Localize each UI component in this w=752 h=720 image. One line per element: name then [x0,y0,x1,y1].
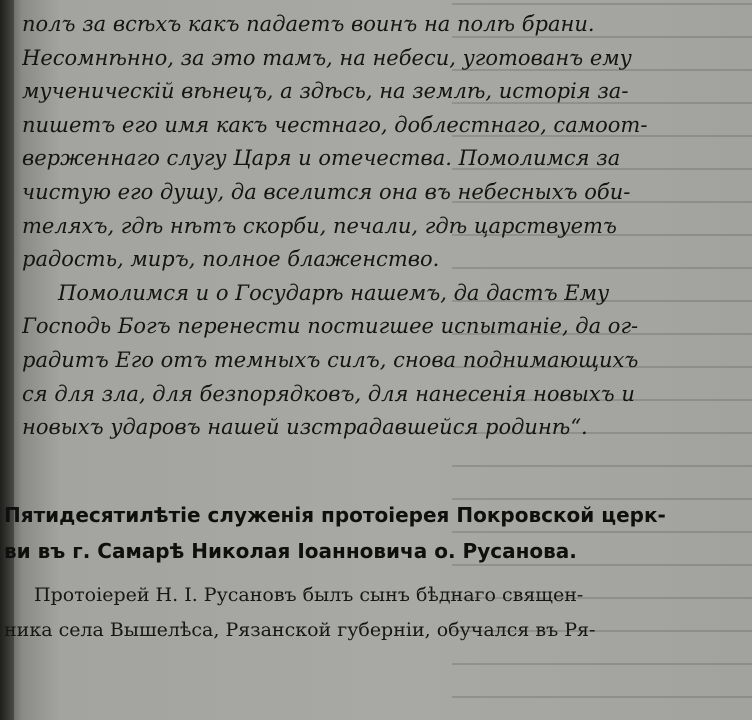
passage-line: Господь Богъ перенести постигшее испытаніе, да ог- [22,314,639,339]
article-heading [4,497,744,569]
passage-line: мученическій вѣнецъ, а здѣсь, на землѣ, исторія за- [22,79,629,104]
passage-line: пишетъ его имя какъ честнаго, доблестнаго, самоот- [22,112,648,137]
passage-line: радитъ Его отъ темныхъ силъ, снова поднимающихъ [22,347,639,372]
passage-line: чистую его душу, да вселится она въ небесныхъ оби- [22,179,631,204]
article-line-1: Протоіерей Н. І. Русановъ былъ сынъ бѣднаго священ- [34,584,584,606]
passage-line: теляхъ, гдѣ нѣтъ скорби, печали, гдѣ царствуетъ [22,213,617,238]
passage-line: новыхъ ударовъ нашей изстрадавшейся родинѣ“. [22,415,588,440]
heading-line-2: ви въ г. Самарѣ Николая Іоанновича о. Русанова. [4,539,577,563]
passage-line: Помолимся и о Государѣ нашемъ, да дастъ Ему [58,280,610,305]
heading-line-1: Пятидесятилѣтіе служенія протоіерея Покровской церк- [4,503,666,527]
article-body [4,578,744,648]
italic-passage [22,8,734,445]
passage-line: ся для зла, для безпорядковъ, для нанесенія новыхъ и [22,381,635,406]
passage-line: Несомнѣнно, за это тамъ, на небеси, уготованъ ему [22,45,632,70]
article-line-2: ника села Вышелѣса, Рязанской губерніи, обучался въ Ря- [4,619,596,641]
passage-line: радость, миръ, полное блаженство. [22,247,440,272]
passage-line: верженнаго слугу Царя и отечества. Помолимся за [22,146,621,171]
passage-line: полъ за всѣхъ какъ падаетъ воинъ на полѣ брани. [22,12,595,36]
